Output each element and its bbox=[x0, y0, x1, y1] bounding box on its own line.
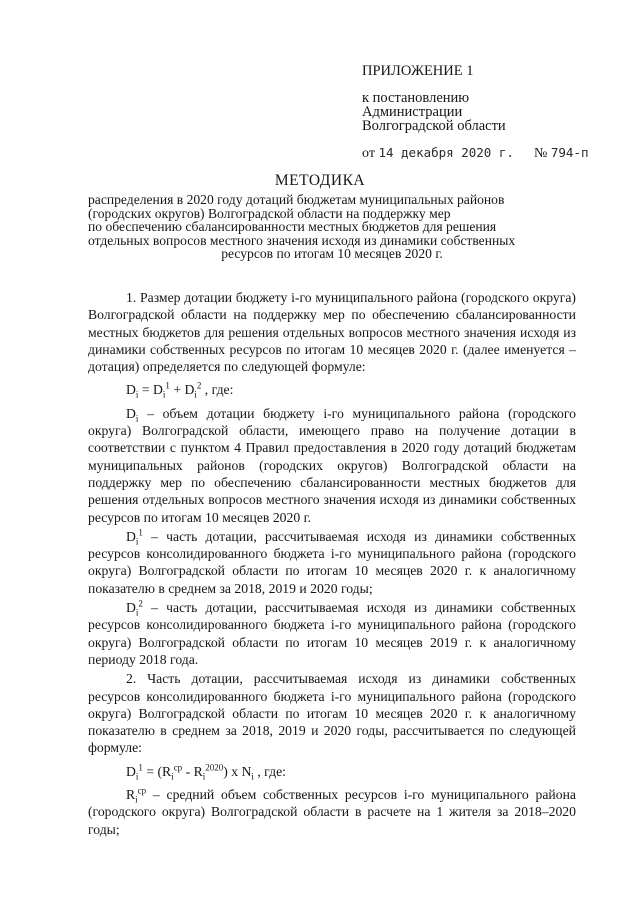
definition-di1: $D_i^1$ – часть дотации, рассчитываемая исходя из динамики собственных ресурсов консолидированного бюджета i-го муниципального района (городского округа) Волгоградской области по итогам 10 месяцев 2020 г. к аналогичному показателю в среднем за 2018, 2019 и 2020 годы; bbox=[88, 527, 576, 596]
resolution-line: к постановлению bbox=[362, 90, 470, 106]
formula-2: $D_i^1 = (R_i^{ср} - R_i^{2020})$ x $N_i$ , где: bbox=[126, 762, 286, 782]
subtitle-line: (городских округов) Волгоградской области на поддержку мер bbox=[88, 205, 451, 221]
number-sign: № bbox=[534, 146, 548, 161]
subtitle-line: ресурсов по итогам 10 месяцев 2020 г. bbox=[221, 246, 443, 262]
paragraph-1: 1. Размер дотации бюджету i-го муниципального района (городского округа) Волгоградской области на поддержку мер по обеспечению сбалансированности местных бюджетов для решения отдельных вопросов местного значения исходя из динамики собственных ресурсов по итогам 10 месяцев 2020 г. (далее именуется – дотация) определяется по следующей формуле: bbox=[88, 290, 576, 375]
document-body bbox=[88, 289, 576, 838]
handwritten-date: 14 декабря 2020 г. bbox=[378, 145, 514, 160]
handwritten-number: 794-п bbox=[550, 145, 589, 160]
paragraph-2: 2. Часть дотации, рассчитываемая исходя из динамики собственных ресурсов консолидированного бюджета i-го муниципального района (городского округа) Волгоградской области по итогам 10 месяцев 2020 г. к аналогичному показателю в среднем за 2018, 2019 и 2020 годы, рассчитывается по следующей формуле: bbox=[88, 671, 576, 756]
resolution-number bbox=[534, 145, 589, 162]
administration-line: Администрации bbox=[362, 104, 463, 120]
date-prefix: от bbox=[362, 146, 375, 161]
definition-di: $D_i$ – объем дотации бюджету i-го муниципального района (городского округа) Волгоградской области, имеющего право на получение дотации в соответствии с пунктом 4 Правил предоставления в 2020 году дотаций бюджетам муниципальных районов (городских округов) Волгоградской области на поддержку мер по обеспечению сбалансированности местных бюджетов для решения отдельных вопросов местного значения исходя из динамики собственных ресурсов по итогам 10 месяцев 2020 г. bbox=[88, 405, 576, 525]
formula-1: $D_i = D_i^1 + D_i^2$ , где: bbox=[126, 380, 234, 401]
appendix-title: ПРИЛОЖЕНИЕ 1 bbox=[362, 63, 474, 79]
definition-di2: $D_i^2$ – часть дотации, рассчитываемая исходя из динамики собственных ресурсов консолидированного бюджета i-го муниципального района (городского округа) Волгоградской области по итогам 10 месяцев 2019 г. к аналогичному периоду 2018 года. bbox=[88, 598, 576, 667]
region-line: Волгоградской области bbox=[362, 118, 506, 134]
date-number-row bbox=[362, 145, 592, 162]
subtitle-line: распределения в 2020 году дотаций бюджетам муниципальных районов bbox=[88, 192, 505, 207]
document-title: МЕТОДИКА bbox=[274, 172, 366, 189]
definition-ri: $R_i^{ср}$ – средний объем собственных ресурсов i-го муниципального района (городского округа) Волгоградской области в расчете на 1 жителя за 2018–2020 годы; bbox=[88, 785, 576, 837]
subtitle-line: по обеспечению сбалансированности местных бюджетов для решения bbox=[88, 219, 497, 235]
subtitle-line: отдельных вопросов местного значения исходя из динамики собственных bbox=[88, 232, 516, 248]
document-subtitle bbox=[88, 193, 576, 261]
